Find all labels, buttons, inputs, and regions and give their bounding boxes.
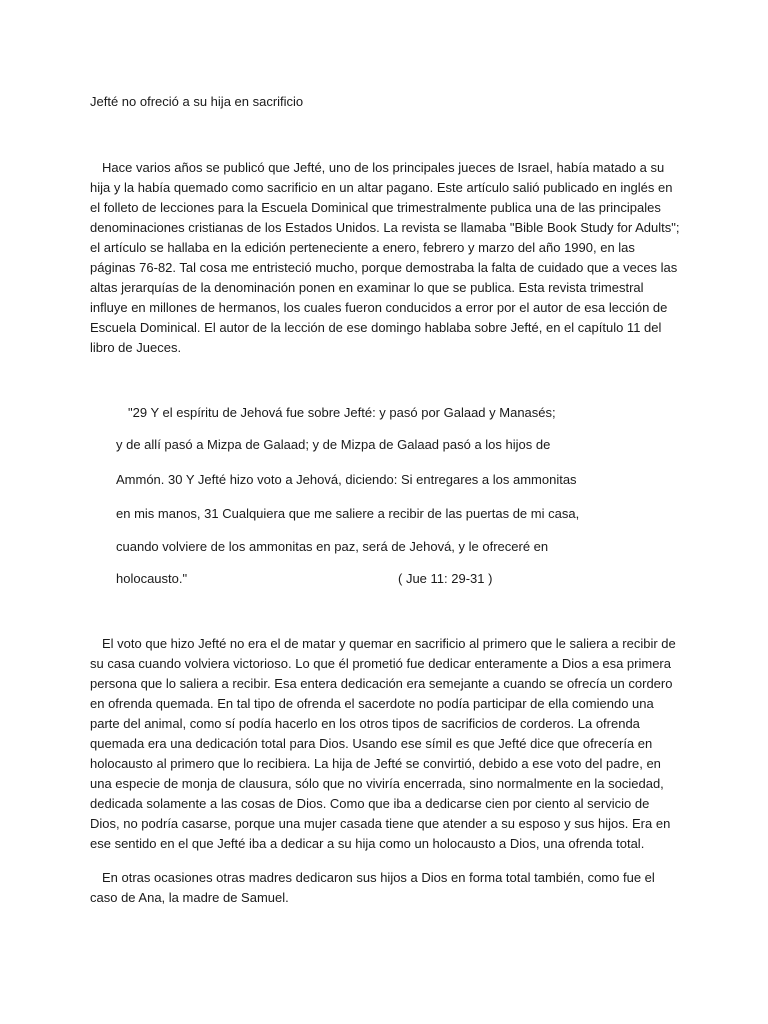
- quote-line: "29 Y el espíritu de Jehová fue sobre Jefté: y pasó por Galaad y Manasés;: [128, 405, 556, 420]
- paragraph-vow-explanation: El voto que hizo Jefté no era el de matar y quemar en sacrificio al primero que le saliera a recibir de su casa cuando volviera victorioso. Lo que él prometió fue dedicar enteramente a Dios a esa primera persona que lo saliera a recibir. Esa entera dedicación era semejante a cuando se ofrecía un cordero en ofrenda quemada. En tal tipo de ofrenda el sacerdote no podía participar de ella comiendo una parte del animal, como sí podía hacerlo en los otros tipos de sacrificios de corderos. La ofrenda quemada era una dedicación total para Dios. Usando ese símil es que Jefté dice que ofrecería en holocausto al primero que lo recibiera. La hija de Jefté se convirtió, debido a ese voto del padre, en una especie de monja de clausura, sólo que no viviría encerrada, sino normalmente en la sociedad, dedicada solamente a las cosas de Dios. Como que iba a dedicarse cien por ciento al servicio de Dios, no podría casarse, porque una mujer casada tiene que atender a su esposo y sus hijos. Era en ese sentido en el que Jefté iba a dedicar a su hija como un holocausto a Dios, una ofrenda total.: [90, 636, 676, 851]
- quote-line: Ammón. 30 Y Jefté hizo voto a Jehová, diciendo: Si entregares a los ammonitas: [116, 472, 577, 487]
- paragraph-intro: Hace varios años se publicó que Jefté, uno de los principales jueces de Israel, había matado a su hija y la había quemado como sacrificio en un altar pagano. Este artículo salió publicado en inglés en el folleto de lecciones para la Escuela Dominical que trimestralmente publica una de las principales denominaciones cristianas de los Estados Unidos. La revista se llamaba "Bible Book Study for Adults"; el artículo se hallaba en la edición perteneciente a enero, febrero y marzo del año 1990, en las páginas 76-82. Tal cosa me entristeció mucho, porque demostraba la falta de cuidado que a veces las altas jerarquías de la denominación ponen en examinar lo que se publica. Esta revista trimestral influye en millones de hermanos, los cuales fueron conducidos a error por el autor de esa lección de Escuela Dominical. El autor de la lección de ese domingo hablaba sobre Jefté, en el capítulo 11 del libro de Jueces.: [90, 160, 680, 355]
- paragraph-conclusion: En otras ocasiones otras madres dedicaron sus hijos a Dios en forma total también, como fue el caso de Ana, la madre de Samuel.: [90, 870, 655, 905]
- document-title: Jefté no ofreció a su hija en sacrificio: [90, 94, 304, 109]
- quote-line: en mis manos, 31 Cualquiera que me saliere a recibir de las puertas de mi casa,: [116, 506, 580, 521]
- quote-line: holocausto.": [116, 571, 188, 586]
- quote-line: y de allí pasó a Mizpa de Galaad; y de Mizpa de Galaad pasó a los hijos de: [116, 437, 551, 452]
- quote-reference: ( Jue 11: 29-31 ): [398, 571, 493, 586]
- quote-line: cuando volviere de los ammonitas en paz, será de Jehová, y le ofreceré en: [116, 539, 549, 554]
